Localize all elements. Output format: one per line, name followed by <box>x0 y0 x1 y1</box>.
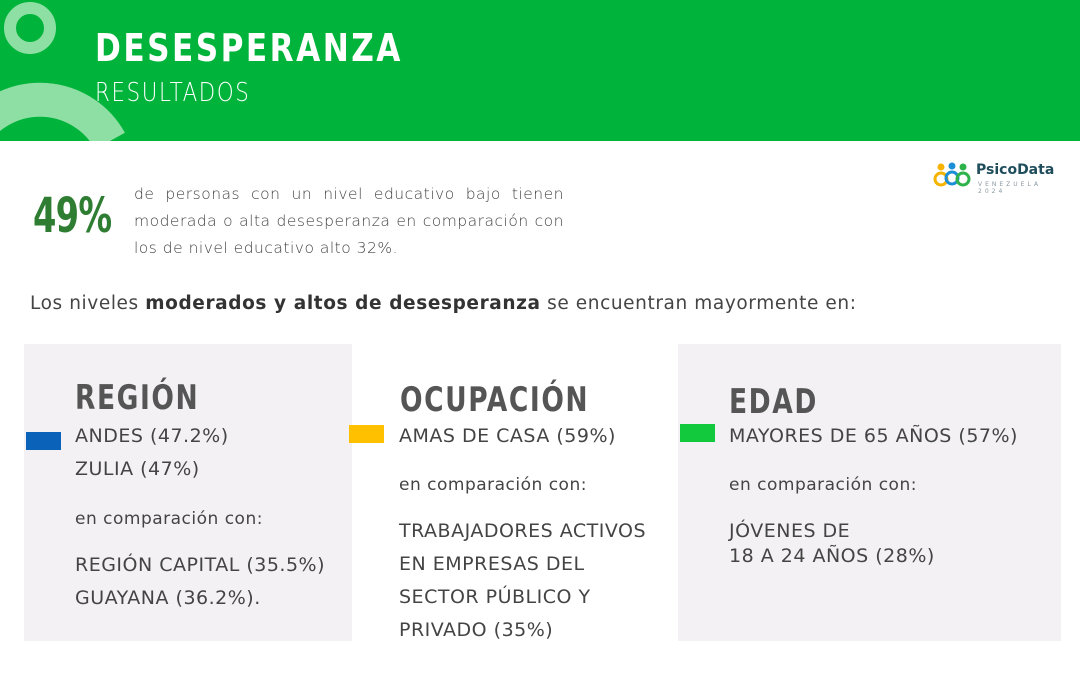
region-highlight-1: ANDES (47.2%) <box>75 425 229 447</box>
region-comparison-2: GUAYANA (36.2%). <box>75 587 261 609</box>
intro-sentence <box>30 293 857 314</box>
edad-highlight-1: MAYORES DE 65 AÑOS (57%) <box>729 425 1018 447</box>
edad-comparison-2: 18 A 24 AÑOS (28%) <box>729 545 935 567</box>
intro-text-after: se encuentran mayormente en: <box>540 293 857 314</box>
region-highlight-2: ZULIA (47%) <box>75 458 200 480</box>
ocupacion-comparison-3: SECTOR PÚBLICO Y <box>399 586 591 608</box>
people-logo-icon <box>932 158 972 192</box>
logo-name: PsicoData <box>976 162 1055 178</box>
headline-description: de personas con un nivel educativo bajo tienen moderada o alta desesperanza en comparación con los de nivel educativo alto 32%. <box>134 185 564 257</box>
ocupacion-title: OCUPACIÓN <box>400 380 590 420</box>
logo-tagline: VENEZUELA 2024 <box>978 181 1042 195</box>
psicodata-logo <box>932 158 1072 195</box>
region-comparison-label: en comparación con: <box>75 509 263 529</box>
intro-text-bold: moderados y altos de desesperanza <box>145 293 541 314</box>
edad-color-swatch <box>680 424 715 442</box>
ocupacion-comparison-4: PRIVADO (35%) <box>399 619 554 641</box>
ocupacion-color-swatch <box>349 425 384 443</box>
header-banner <box>0 0 1080 141</box>
edad-comparison-1: JÓVENES DE <box>729 520 851 542</box>
decorative-figure-icon <box>0 0 140 141</box>
page-title: DESESPERANZA <box>95 26 403 70</box>
ocupacion-comparison-2: EN EMPRESAS DEL <box>399 553 585 575</box>
edad-comparison-label: en comparación con: <box>729 475 917 495</box>
region-color-swatch <box>26 432 61 450</box>
ocupacion-comparison-1: TRABAJADORES ACTIVOS <box>399 520 647 542</box>
page-subtitle: RESULTADOS <box>95 78 251 108</box>
region-title: REGIÓN <box>75 378 200 418</box>
headline-percentage: 49% <box>33 188 112 244</box>
ocupacion-highlight-1: AMAS DE CASA (59%) <box>399 425 616 447</box>
region-comparison-1: REGIÓN CAPITAL (35.5%) <box>75 554 326 576</box>
ocupacion-comparison-label: en comparación con: <box>399 475 587 495</box>
edad-title: EDAD <box>729 382 818 422</box>
intro-text-before: Los niveles <box>30 293 146 314</box>
